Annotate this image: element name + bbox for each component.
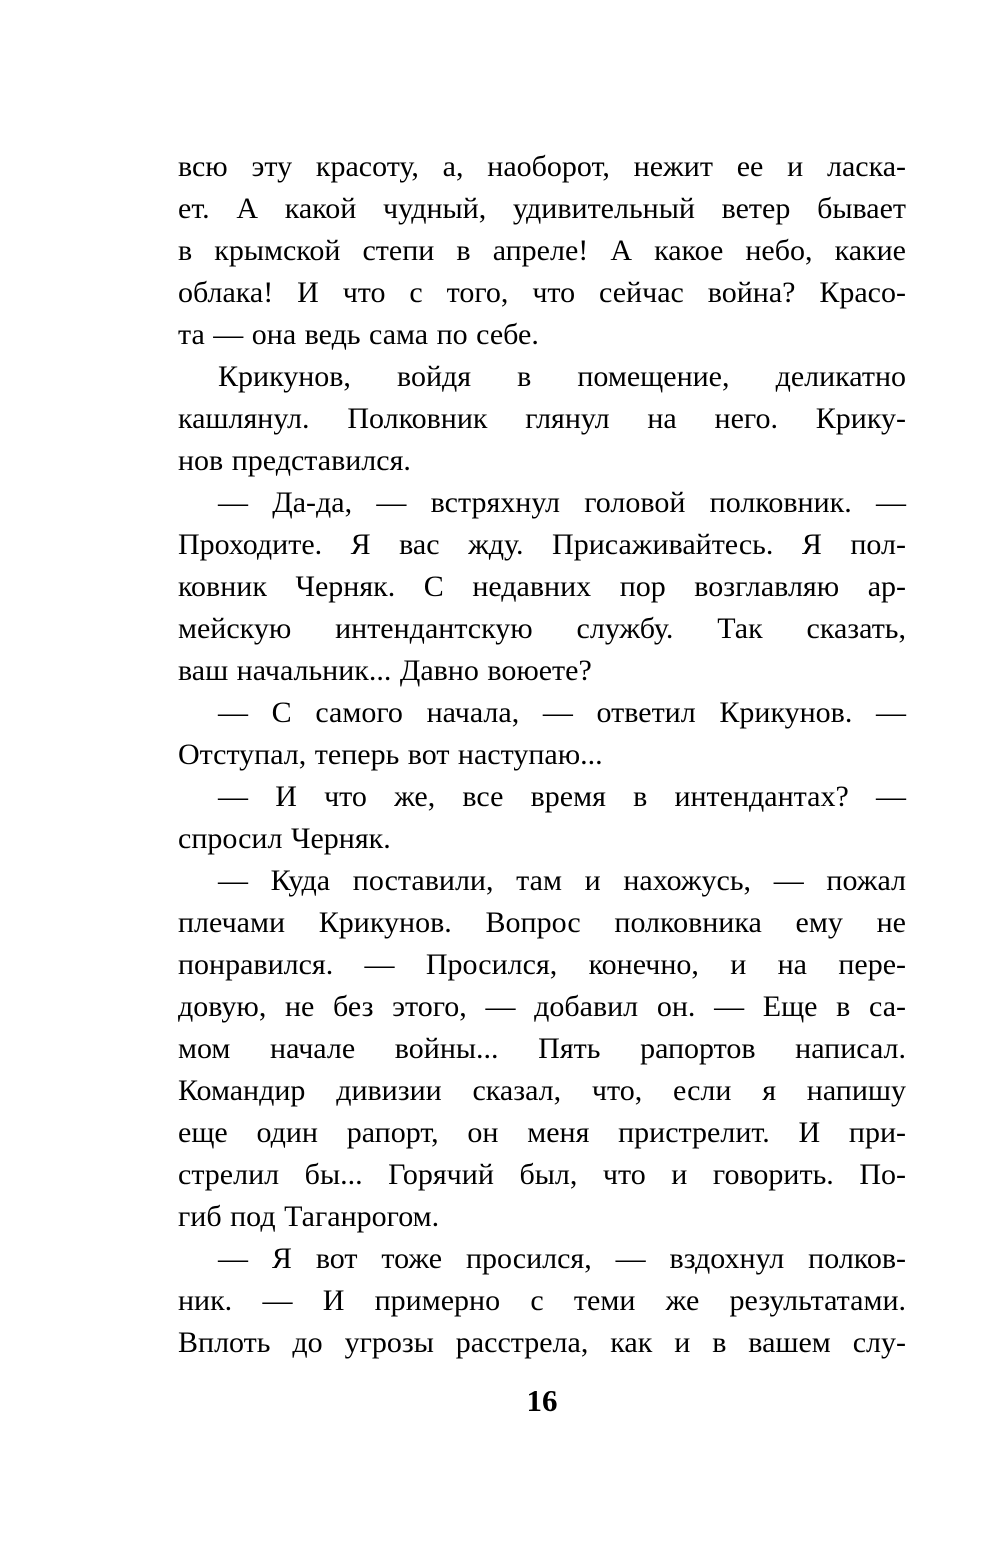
text-line: мейскую интендантскую службу. Так сказать, — [178, 612, 906, 645]
text-line: нов представился. — [178, 444, 411, 477]
text-line: плечами Крикунов. Вопрос полковника ему не — [178, 906, 906, 939]
text-line: Отступал, теперь вот наступаю... — [178, 738, 603, 771]
text-line: облака! И что с того, что сейчас война? Красо- — [178, 276, 906, 309]
text-line: Крикунов, войдя в помещение, деликатно — [218, 360, 906, 393]
paragraph — [178, 356, 906, 482]
paragraph — [178, 776, 906, 860]
text-line: — Куда поставили, там и нахожусь, — пожал — [218, 864, 906, 897]
text-line: Проходите. Я вас жду. Присаживайтесь. Я пол- — [178, 528, 906, 561]
text-line: мом начале войны... Пять рапортов написал. — [178, 1032, 906, 1065]
text-line: всю эту красоту, а, наоборот, нежит ее и ласка- — [178, 150, 906, 183]
text-line: довую, не без этого, — добавил он. — Еще в са- — [178, 990, 906, 1023]
paragraph — [178, 860, 906, 1238]
paragraph — [178, 482, 906, 692]
text-line: гиб под Таганрогом. — [178, 1200, 440, 1233]
paragraph — [178, 146, 906, 356]
text-line: — Да-да, — встряхнул головой полковник. — — [218, 486, 906, 519]
text-line: еще один рапорт, он меня пристрелит. И при- — [178, 1116, 906, 1149]
text-line: ник. — И примерно с теми же результатами. — [178, 1284, 906, 1317]
text-line: ковник Черняк. С недавних пор возглавляю ар- — [178, 570, 906, 603]
text-line: ваш начальник... Давно воюете? — [178, 654, 592, 687]
text-line: Вплоть до угрозы расстрела, как и в вашем слу- — [178, 1326, 906, 1359]
text-line: стрелил бы... Горячий был, что и говорить. По- — [178, 1158, 906, 1191]
text-line: спросил Черняк. — [178, 822, 391, 855]
page-number: 16 — [526, 1383, 558, 1418]
text-line: Командир дивизии сказал, что, если я напишу — [178, 1074, 906, 1107]
text-line: ет. А какой чудный, удивительный ветер бывает — [178, 192, 906, 225]
text-line: в крымской степи в апреле! А какое небо, какие — [178, 234, 906, 267]
text-line: — И что же, все время в интендантах? — — [218, 780, 906, 813]
text-block — [178, 146, 906, 1364]
text-line: та — она ведь сама по себе. — [178, 318, 539, 351]
text-line: — Я вот тоже просился, — вздохнул полков- — [218, 1242, 906, 1275]
text-line: кашлянул. Полковник глянул на него. Крику- — [178, 402, 906, 435]
text-line: — С самого начала, — ответил Крикунов. — — [218, 696, 906, 729]
paragraph — [178, 692, 906, 776]
paragraph — [178, 1238, 906, 1364]
text-line: понравился. — Просился, конечно, и на пере- — [178, 948, 906, 981]
